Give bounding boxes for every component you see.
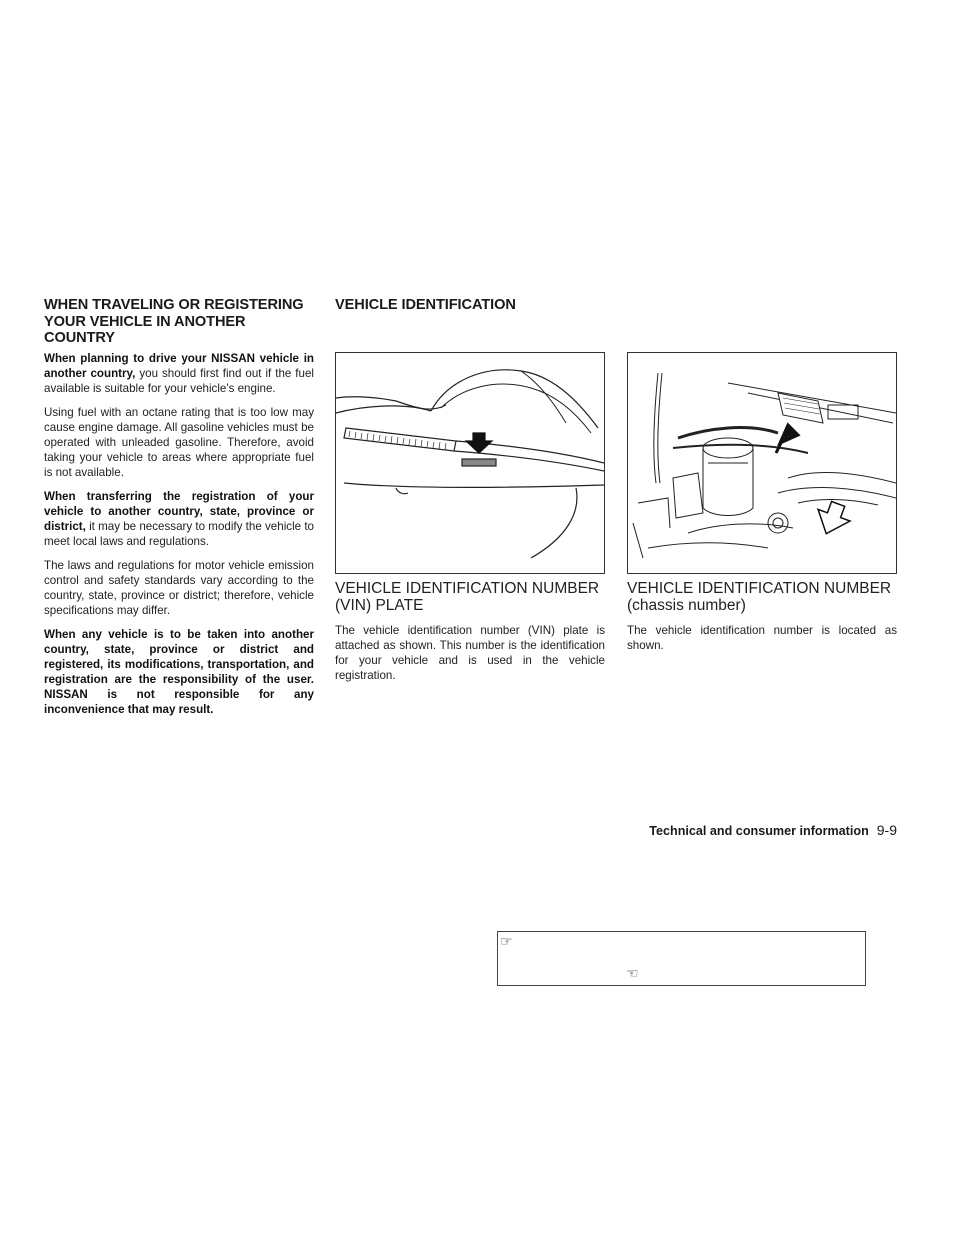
chassis-number-description-block <box>627 623 897 662</box>
sub-heading-chassis-number: VEHICLE IDENTIFICATION NUMBER (chassis number) <box>627 580 892 614</box>
note-box <box>497 931 866 986</box>
paragraph-responsibility-bold: When any vehicle is to be taken into another country, state, province or district and registered, its modifications, transportation, and registration are the responsibility of the user. NISSAN is not responsible for any inconvenience that may result. <box>44 627 314 716</box>
paragraph-octane: Using fuel with an octane rating that is too low may cause engine damage. All gasoline vehicles must be operated with unleaded gasoline. Therefore, avoid taking your vehicle to areas where appropriate fuel is not available. <box>44 405 314 479</box>
pointing-hand-icon: ☜ <box>626 965 639 981</box>
paragraph-registration-bold: When transferring the registration of your vehicle to another country, state, province or district, <box>44 489 314 533</box>
engine-bay-chassis-icon <box>628 353 896 573</box>
paragraph-regulations: The laws and regulations for motor vehicle emission control and safety standards vary according to the country, state, province or district; therefore, vehicle specifications may differ. <box>44 558 314 617</box>
vin-plate-figure <box>335 352 605 574</box>
paragraph-fuel <box>44 351 314 396</box>
footer-section-title: Technical and consumer information <box>649 824 869 838</box>
paragraph-fuel-rest: you should first find out if the fuel available is suitable for your vehicle's engine. <box>44 366 314 395</box>
section-heading-travel: WHEN TRAVELING OR REGISTERING YOUR VEHICLE IN ANOTHER COUNTRY <box>44 297 304 346</box>
dashboard-vin-plate-icon <box>336 353 604 573</box>
pointing-hand-icon: ☞ <box>500 933 513 949</box>
paragraph-registration <box>44 489 314 549</box>
vin-plate-description: The vehicle identification number (VIN) plate is attached as shown. This number is the identification for your vehicle and is used in the vehicle registration. <box>335 624 605 682</box>
chassis-number-description: The vehicle identification number is located as shown. <box>627 624 897 652</box>
section-heading-vehicle-id: VEHICLE IDENTIFICATION <box>335 297 516 313</box>
paragraph-registration-rest: it may be necessary to modify the vehicle to meet local laws and regulations. <box>44 519 314 548</box>
vin-plate-description-block <box>335 623 605 692</box>
paragraph-responsibility <box>44 627 314 717</box>
paragraph-fuel-bold: When planning to drive your NISSAN vehicle in another country, <box>44 351 314 380</box>
page-number: 9-9 <box>876 822 897 838</box>
middle-column-heading <box>335 297 605 314</box>
page-footer <box>560 822 897 838</box>
left-column <box>44 297 314 726</box>
chassis-number-figure <box>627 352 897 574</box>
sub-heading-vin-plate: VEHICLE IDENTIFICATION NUMBER (VIN) PLATE <box>335 580 600 614</box>
